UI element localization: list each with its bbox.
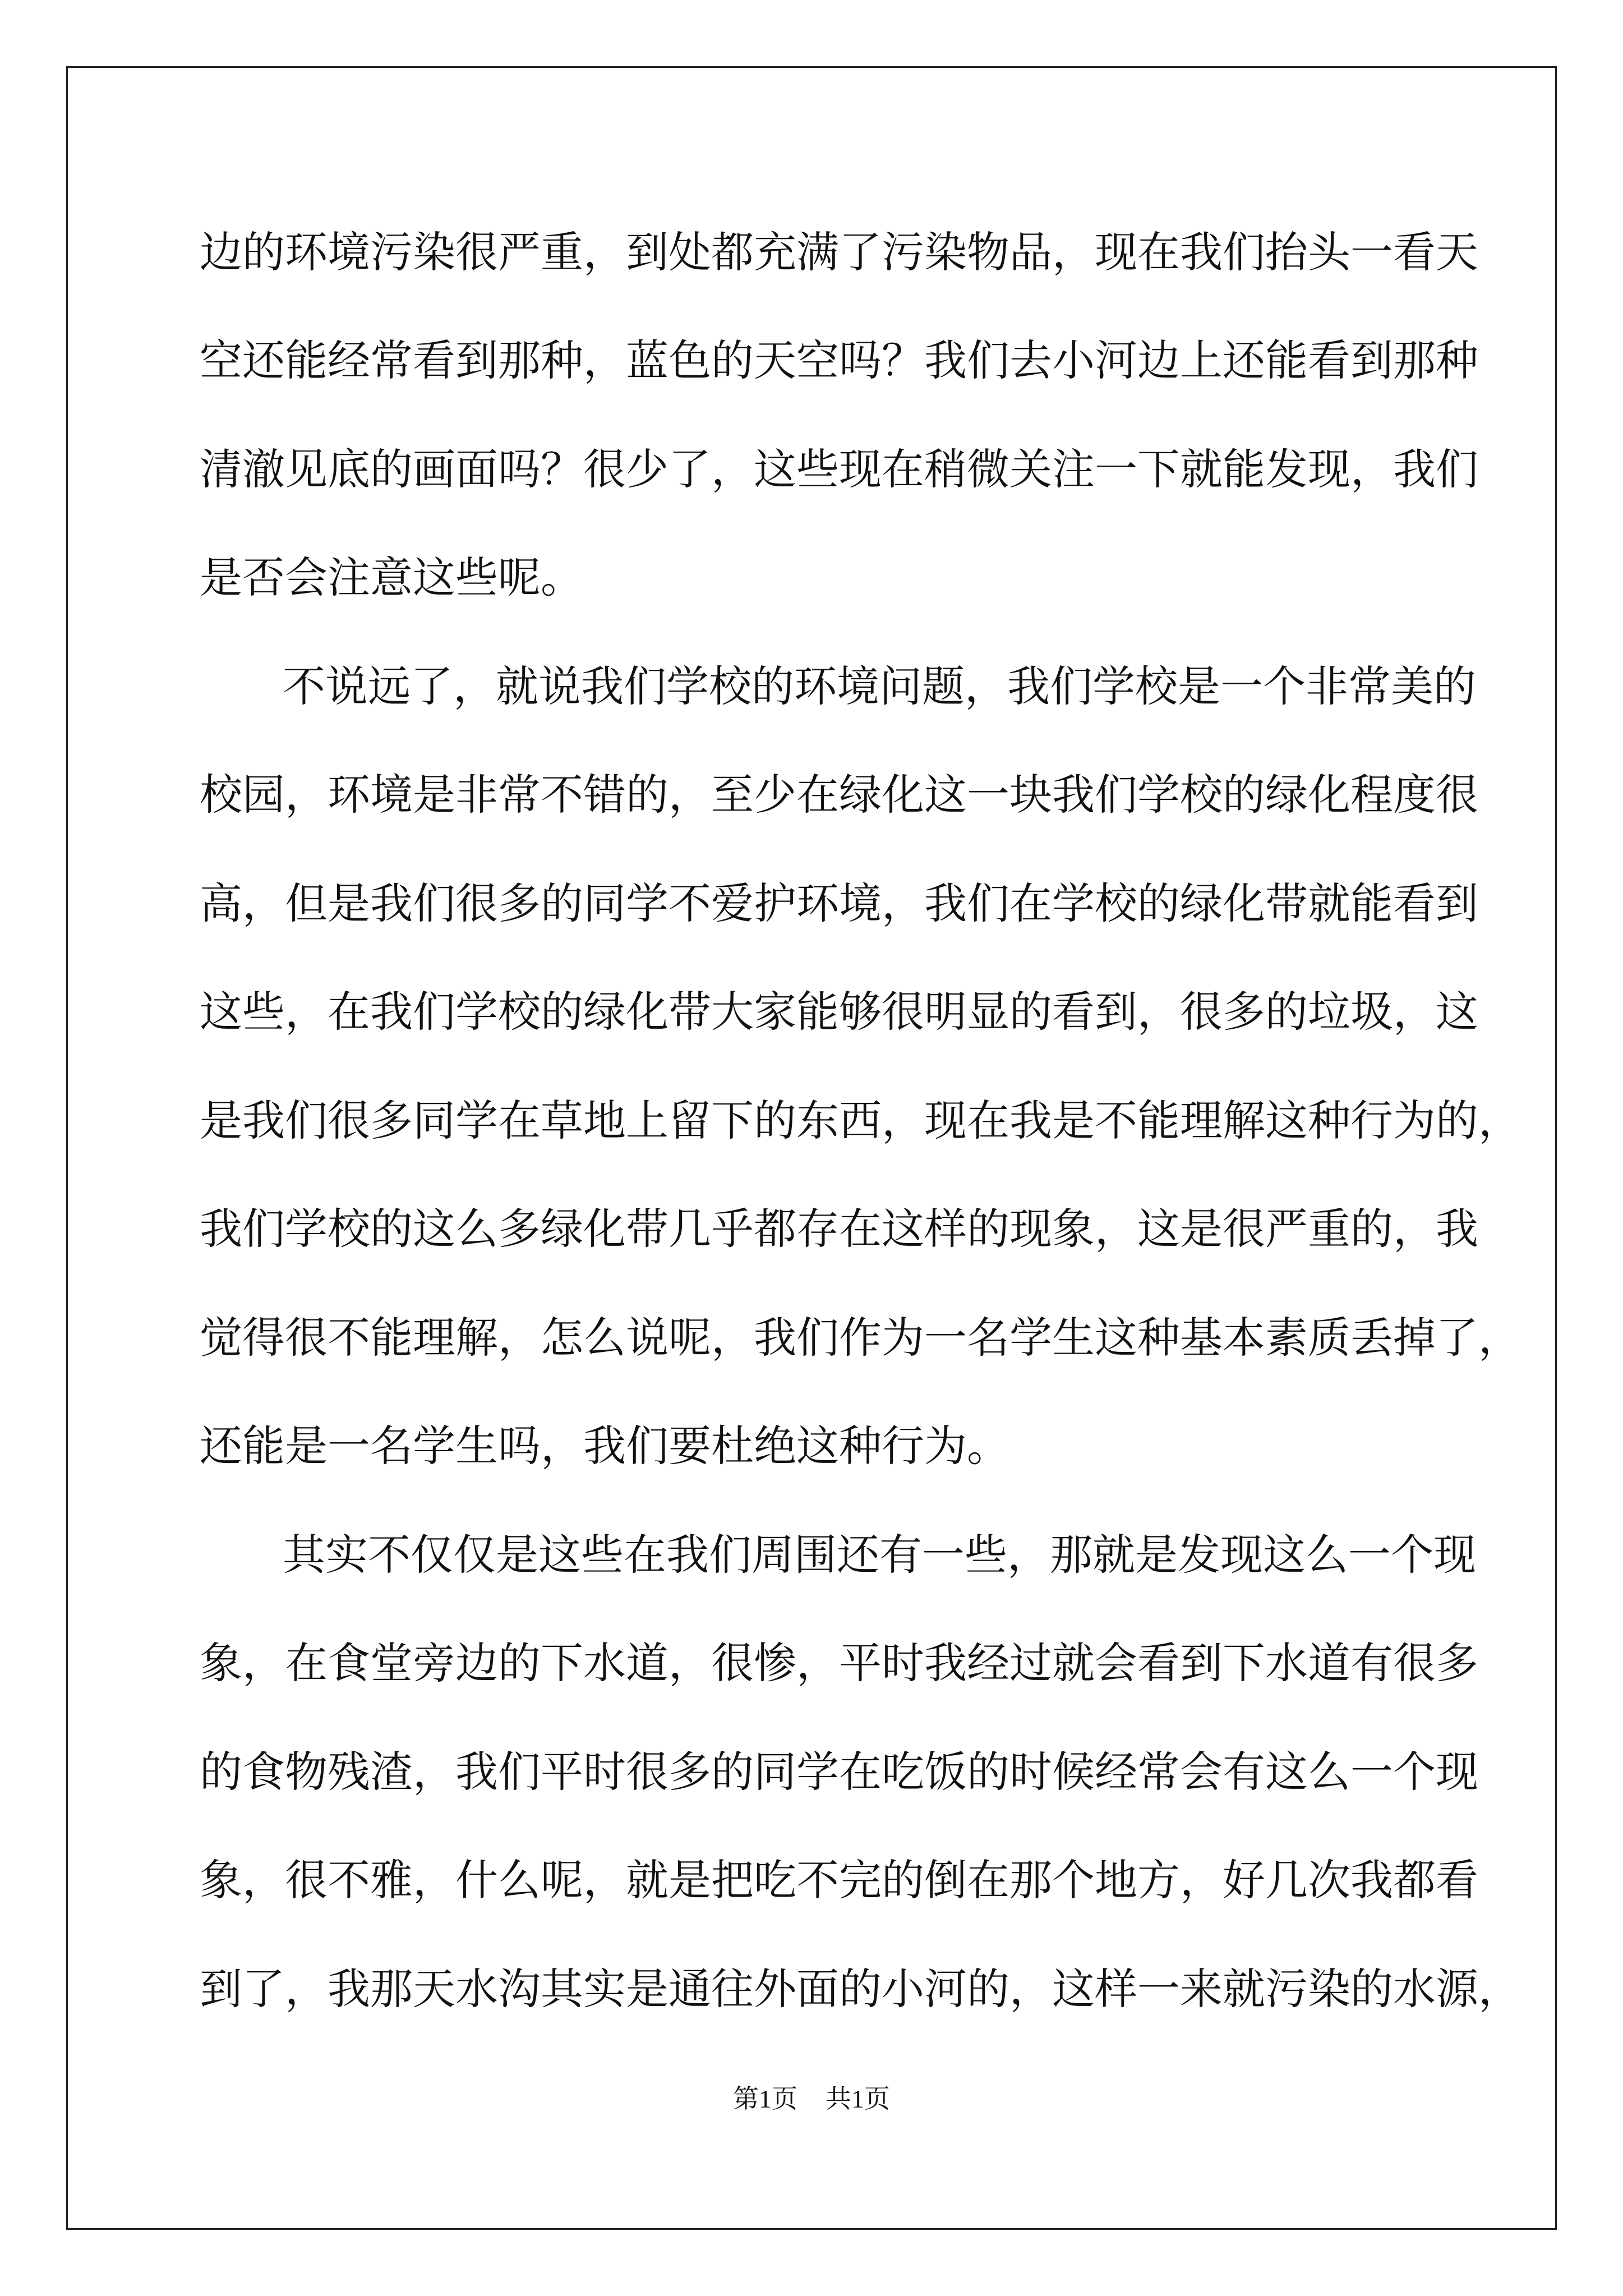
text-line: 还能是一名学生吗，我们要杜绝这种行为。	[200, 1421, 1009, 1471]
text-line: 这些，在我们学校的绿化带大家能够很明显的看到，很多的垃圾，这	[200, 987, 1478, 1037]
text-line: 高，但是我们很多的同学不爱护环境，我们在学校的绿化带就能看到	[200, 878, 1478, 928]
page-total: 共1页	[826, 2085, 890, 2113]
text-line: 校园，环境是非常不错的，至少在绿化这一块我们学校的绿化程度很	[200, 770, 1478, 820]
text-line: 是否会注意这些呢。	[200, 553, 583, 602]
text-line: 到了，我那天水沟其实是通往外面的小河的，这样一来就污染的水源，	[200, 1964, 1521, 2014]
text-line: 象，很不雅，什么呢，就是把吃不完的倒在那个地方，好几次我都看	[200, 1855, 1478, 1905]
text-line: 的食物残渣，我们平时很多的同学在吃饭的时候经常会有这么一个现	[200, 1747, 1478, 1797]
paragraph-first-line: 不说远了，就说我们学校的环境问题，我们学校是一个非常美的	[283, 661, 1476, 711]
text-line: 清澈见底的画面吗？很少了，这些现在稍微关注一下就能发现，我们	[200, 444, 1478, 494]
page-footer	[0, 2082, 1623, 2116]
text-line: 象，在食堂旁边的下水道，很惨，平时我经过就会看到下水道有很多	[200, 1638, 1478, 1688]
text-line: 是我们很多同学在草地上留下的东西，现在我是不能理解这种行为的，	[200, 1096, 1521, 1145]
page-number: 第1页	[733, 2085, 797, 2113]
text-line: 空还能经常看到那种，蓝色的天空吗？我们去小河边上还能看到那种	[200, 335, 1478, 385]
text-line: 我们学校的这么多绿化带几乎都存在这样的现象，这是很严重的，我	[200, 1204, 1478, 1254]
text-line: 觉得很不能理解，怎么说呢，我们作为一名学生这种基本素质丢掉了，	[200, 1313, 1521, 1363]
paragraph-first-line: 其实不仅仅是这些在我们周围还有一些，那就是发现这么一个现	[283, 1530, 1476, 1580]
text-line: 边的环境污染很严重，到处都充满了污染物品，现在我们抬头一看天	[200, 227, 1478, 277]
